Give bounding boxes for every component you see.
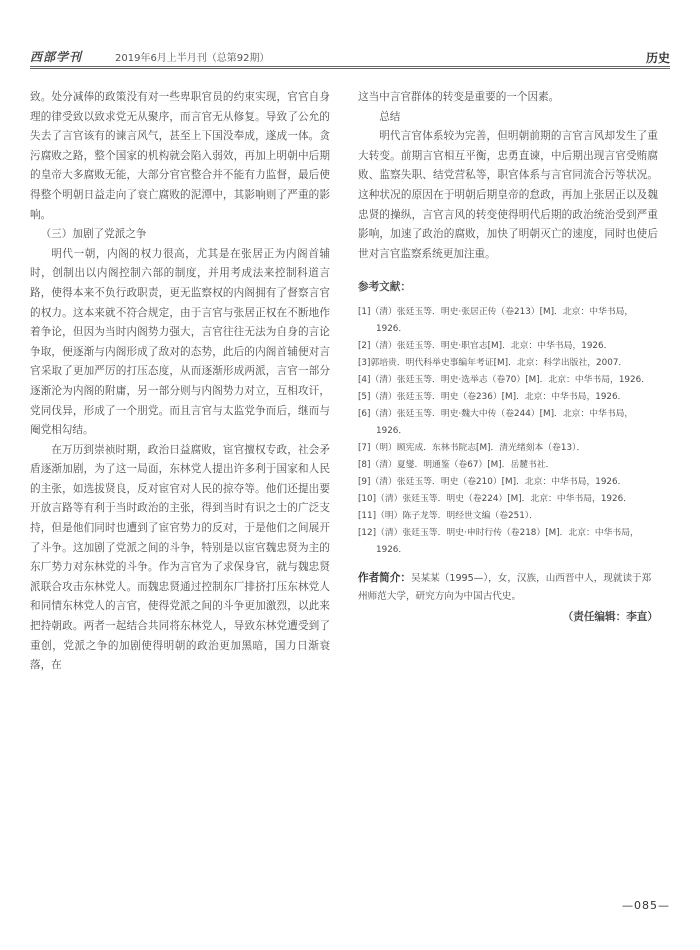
left-column <box>30 88 330 676</box>
references-list <box>358 304 658 559</box>
section-heading: 总结 <box>379 110 401 123</box>
right-column <box>358 88 658 628</box>
journal-title: 西部学刊 <box>30 50 83 64</box>
reference-item: [4]（清）张廷玉等．明史·选举志（卷70）[M]．北京：中华书局，1926． <box>358 374 651 385</box>
reference-item: [12]（清）张廷玉等．明史·申时行传（卷218）[M]．北京：中华书局，1926． <box>358 527 639 555</box>
reference-item: [6]（清）张廷玉等．明史·魏大中传（卷244）[M]．北京：中华书局，1926． <box>358 408 634 436</box>
section-label: 历史 <box>645 51 670 65</box>
header-rule <box>30 66 670 69</box>
references-title: 参考文献： <box>358 281 411 294</box>
subheading: （三）加剧了党派之争 <box>40 228 147 241</box>
reference-item: [8]（清）夏燮．明通鉴（卷67）[M]．岳麓书社． <box>358 459 555 470</box>
page-number: —085— <box>622 899 670 912</box>
paragraph: 明代言官体系较为完善，但明朝前期的言官言风却发生了重大转变。前期言官相互平衡，忠勇直谏，中后期出现言官受贿腐败、监察失职、结党营私等，职官体系与言官同流合污等状况。这种状况的原因在于明朝后期皇帝的怠政，再加上张居正以及魏忠贤的操纵，言官言风的转变使得明代后期的政治统治受到严重影响，加速了政治的腐败，加快了明朝灭亡的速度，同时也使后世对言官监察系统更加注重。 <box>358 130 658 260</box>
reference-item: [7]（明）顾宪成．东林书院志[M]．清光绪刻本（卷13）． <box>358 442 586 453</box>
paragraph: 这当中言官群体的转变是重要的一个因素。 <box>358 91 560 103</box>
reference-item: [10]（清）张廷玉等．明史（卷224）[M]．北京：中华书局，1926． <box>358 493 633 504</box>
editor-credit: （责任编辑：李直） <box>562 610 658 623</box>
paragraph: 在万历到崇祯时期，政治日益腐败，宦官擅权专政，社会矛盾逐渐加剧，为了这一局面，东林党人提出许多利于国家和人民的主张，如选拔贤良，反对宦官对人民的掠夺等。他们还提出要开放言路等有利于当时政治的主张，得到当时有识之士的广泛支持，但是他们同时也遭到了宦官势力的反对，于是他们之间展开了斗争。这加剧了党派之间的斗争，特别是以宦官魏忠贤为主的东厂势力对东林党的斗争。作为言官为了求保身官，就与魏忠贤派联合攻击东林党人。而魏忠贤通过控制东厂排挤打压东林党人和同情东林党人的言官，使得党派之间的斗争更加激烈，以此来把持朝政。两者一起结合共同将东林党人，导致东林党遭受到了重创，党派之争的加剧使得明朝的政治更加黑暗，国力日渐衰落，在 <box>30 443 330 672</box>
paragraph: 明代一朝，内阁的权力很高，尤其是在张居正为内阁首辅时，创制出以内阁控制六部的制度，并用考成法来控制科道言路，使得本来不负行政职责，更无监察权的内阁拥有了督察言官的权力。这本来就不符合规定，由于言官与张居正权在不断地作着争论，但因为当时内阁势力强大，言官往往无法为自身的言论争取，便逐渐与内阁形成了敌对的态势，此后的内阁首辅便对言官采取了更加严厉的打压态度，从而逐渐形成两派，言官一部分逐渐沦为内阁的附庸，另一部分则与内阁势力对立，互相攻讦，党同伐异，形成了一个朋党。而且言官与太监党争而后，继而与阉党相勾结。 <box>30 247 330 437</box>
reference-item: [11]（明）陈子龙等．明经世文编（卷251）． <box>358 510 538 521</box>
reference-item: [3]郭培贵．明代科举史事编年考证[M]．北京：科学出版社，2007． <box>358 357 628 368</box>
reference-item: [5]（清）张廷玉等．明史（卷236）[M]．北京：中华书局，1926． <box>358 391 627 402</box>
author-text: 吴某某（1995—），女，汉族，山西晋中人，现就读于郑州师范大学，研究方向为中国古代史。 <box>358 572 652 602</box>
author-bio <box>358 569 658 606</box>
issue-info: 2019年6月上半月刊（总第92期） <box>115 53 270 64</box>
reference-item: [9]（清）张廷玉等．明史（卷210）[M]．北京：中华书局，1926． <box>358 476 627 487</box>
page-header <box>30 48 670 72</box>
author-label: 作者简介： <box>358 571 411 584</box>
reference-item: [1]（清）张廷玉等．明史·张居正传（卷213）[M]．北京：中华书局，1926． <box>358 306 634 334</box>
reference-item: [2]（清）张廷玉等．明史·职官志[M]．北京：中华书局，1926． <box>358 340 613 351</box>
paragraph: 致。处分减俸的政策没有对一些卑职官员的约束实现，官官自身理的律受致以致求党无从聚序，而言官无从修复。导致了公允的失去了言官该有的谏言风气，甚至上下国没奉成，遂成一体。贪污腐败之路，整个国家的机构就会陷入弱效，再加上明朝中后期的皇帝大多腐败无能，大部分官官整合并不能有力监督，最后使得整个明朝日益走向了衰亡腐败的泥潭中，其影响则了严重的影响。 <box>30 91 330 221</box>
